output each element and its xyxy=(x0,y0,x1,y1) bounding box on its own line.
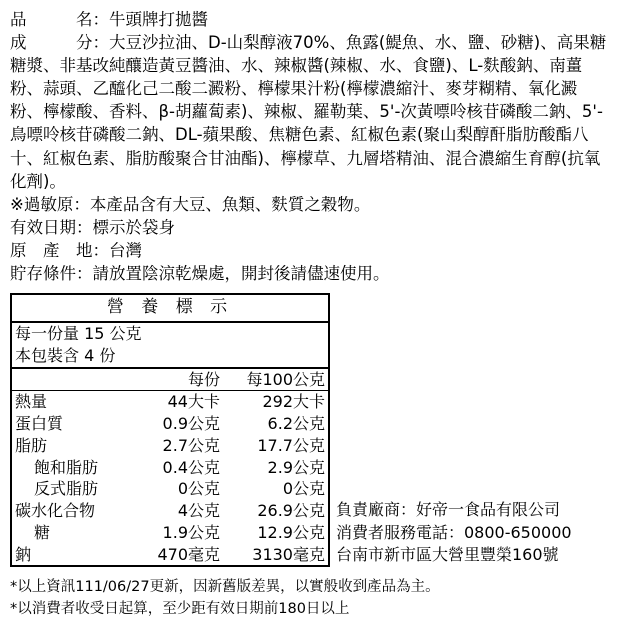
servings-per-pack: 本包裝含 4 份 xyxy=(11,345,329,368)
footnote-shelf-life: *以消費者收受日起算，至少距有效日期前180日以上 xyxy=(10,600,350,617)
nutrient-per-serving: 0公克 xyxy=(177,479,220,499)
nutrient-per-serving: 470毫克 xyxy=(157,544,220,564)
address-line: 台南市新市區大營里豐榮160號 xyxy=(336,545,559,565)
servings-per-pack-row xyxy=(11,345,329,368)
nutrient-per-serving: 4公克 xyxy=(177,501,220,521)
ingredients-label: 成 分： xyxy=(10,33,109,53)
nutrition-title: 營 養 標 示 xyxy=(11,294,329,322)
product-name-line xyxy=(10,8,610,31)
nutrient-name: 鈉 xyxy=(15,544,32,564)
serving-size-row xyxy=(11,322,329,345)
nutrition-title-row xyxy=(11,294,329,322)
nutrient-per-100g: 0公克 xyxy=(282,479,325,499)
nutrient-name: 碳水化合物 xyxy=(15,501,96,521)
nutrient-per-100g: 26.9公克 xyxy=(257,501,325,521)
table-row xyxy=(11,391,329,413)
product-name-value: 牛頭牌打拋醬 xyxy=(109,10,208,29)
nutrient-per-serving: 44大卡 xyxy=(167,392,220,412)
origin-line xyxy=(10,239,610,262)
table-row xyxy=(11,500,329,522)
serving-size: 每一份量 15 公克 xyxy=(15,324,142,344)
product-name-label: 品 名： xyxy=(10,10,109,29)
origin-value: 台灣 xyxy=(109,240,142,260)
manufacturer-line: 負責廠商：好帝一食品有限公司 xyxy=(336,500,561,520)
service-phone-line: 消費者服務電話：0800-650000 xyxy=(336,522,572,542)
table-row xyxy=(11,457,329,479)
ingredients-value: 大豆沙拉油、D-山梨醇液70%、魚露(鯷魚、水、鹽、砂糖)、高果糖糖漿、非基改純釀造黃豆醬油、水、辣椒醬(辣椒、水、食鹽)、L-麩酸鈉、南薑粉、蒜頭、乙醯化己二酸二澱粉、檸檬果汁粉(檸檬濃縮汁、麥芽糊精、氧化澱粉、檸檬酸、香料、β-胡蘿蔔素)、辣椒、羅勒葉、5'-次黃嘌呤核苷磷酸二鈉、5'-鳥嘌呤核苷磷酸二鈉、DL-蘋果酸、焦糖色素、紅椒色素(聚山梨醇酐脂肪酸酯八十、紅椒色素、脂肪酸聚合甘油酯)、檸檬草、九層塔精油、混合濃縮生育醇(抗氧化劑)。 xyxy=(10,33,607,191)
storage-label: 貯存條件： xyxy=(10,264,93,284)
nutrient-header xyxy=(11,368,117,391)
footnotes-block xyxy=(10,577,610,619)
per-100g-header: 每100公克 xyxy=(223,368,329,391)
origin-label: 原 產 地： xyxy=(10,240,109,260)
table-row xyxy=(11,478,329,500)
nutrient-name: 蛋白質 xyxy=(15,414,64,434)
table-row xyxy=(11,522,329,544)
nutrient-per-100g: 17.7公克 xyxy=(257,435,325,455)
nutrient-name: 反式脂肪 xyxy=(34,479,99,499)
footnote-update: *以上資訊111/06/27更新，因新舊版差異，以實般收到產品為主。 xyxy=(10,579,440,596)
product-info-block xyxy=(10,8,610,285)
expiry-value: 標示於袋身 xyxy=(92,217,175,237)
nutrient-per-serving: 0.9公克 xyxy=(162,414,220,434)
nutrition-facts-table xyxy=(10,293,330,567)
nutrient-per-serving: 1.9公克 xyxy=(162,522,220,542)
nutrient-per-100g: 292大卡 xyxy=(262,392,325,412)
table-row xyxy=(11,544,329,567)
expiry-label: 有效日期： xyxy=(10,217,93,237)
storage-value: 請放置陰涼乾燥處，開封後請儘速使用。 xyxy=(92,264,390,284)
nutrient-per-100g: 12.9公克 xyxy=(257,522,325,542)
nutrient-per-100g: 2.9公克 xyxy=(267,457,325,477)
nutrition-section xyxy=(10,293,610,567)
nutrient-per-serving: 0.4公克 xyxy=(162,457,220,477)
ingredients-line xyxy=(10,31,610,193)
nutrition-header-row xyxy=(11,368,329,391)
table-row xyxy=(11,413,329,435)
per-serving-header: 每份 xyxy=(117,368,223,391)
nutrient-per-100g: 6.2公克 xyxy=(267,414,325,434)
nutrient-per-100g: 3130毫克 xyxy=(252,544,325,564)
nutrient-name: 熱量 xyxy=(15,392,48,412)
nutrient-name: 脂肪 xyxy=(15,435,48,455)
allergen-line: ※過敏原：本產品含有大豆、魚類、麩質之穀物。 xyxy=(10,194,371,214)
expiry-line xyxy=(10,216,610,239)
nutrient-name: 飽和脂肪 xyxy=(34,457,99,477)
nutrient-per-serving: 2.7公克 xyxy=(162,435,220,455)
table-row xyxy=(11,435,329,457)
contact-block xyxy=(336,499,572,567)
nutrient-name: 糖 xyxy=(34,522,51,542)
storage-line xyxy=(10,262,610,285)
